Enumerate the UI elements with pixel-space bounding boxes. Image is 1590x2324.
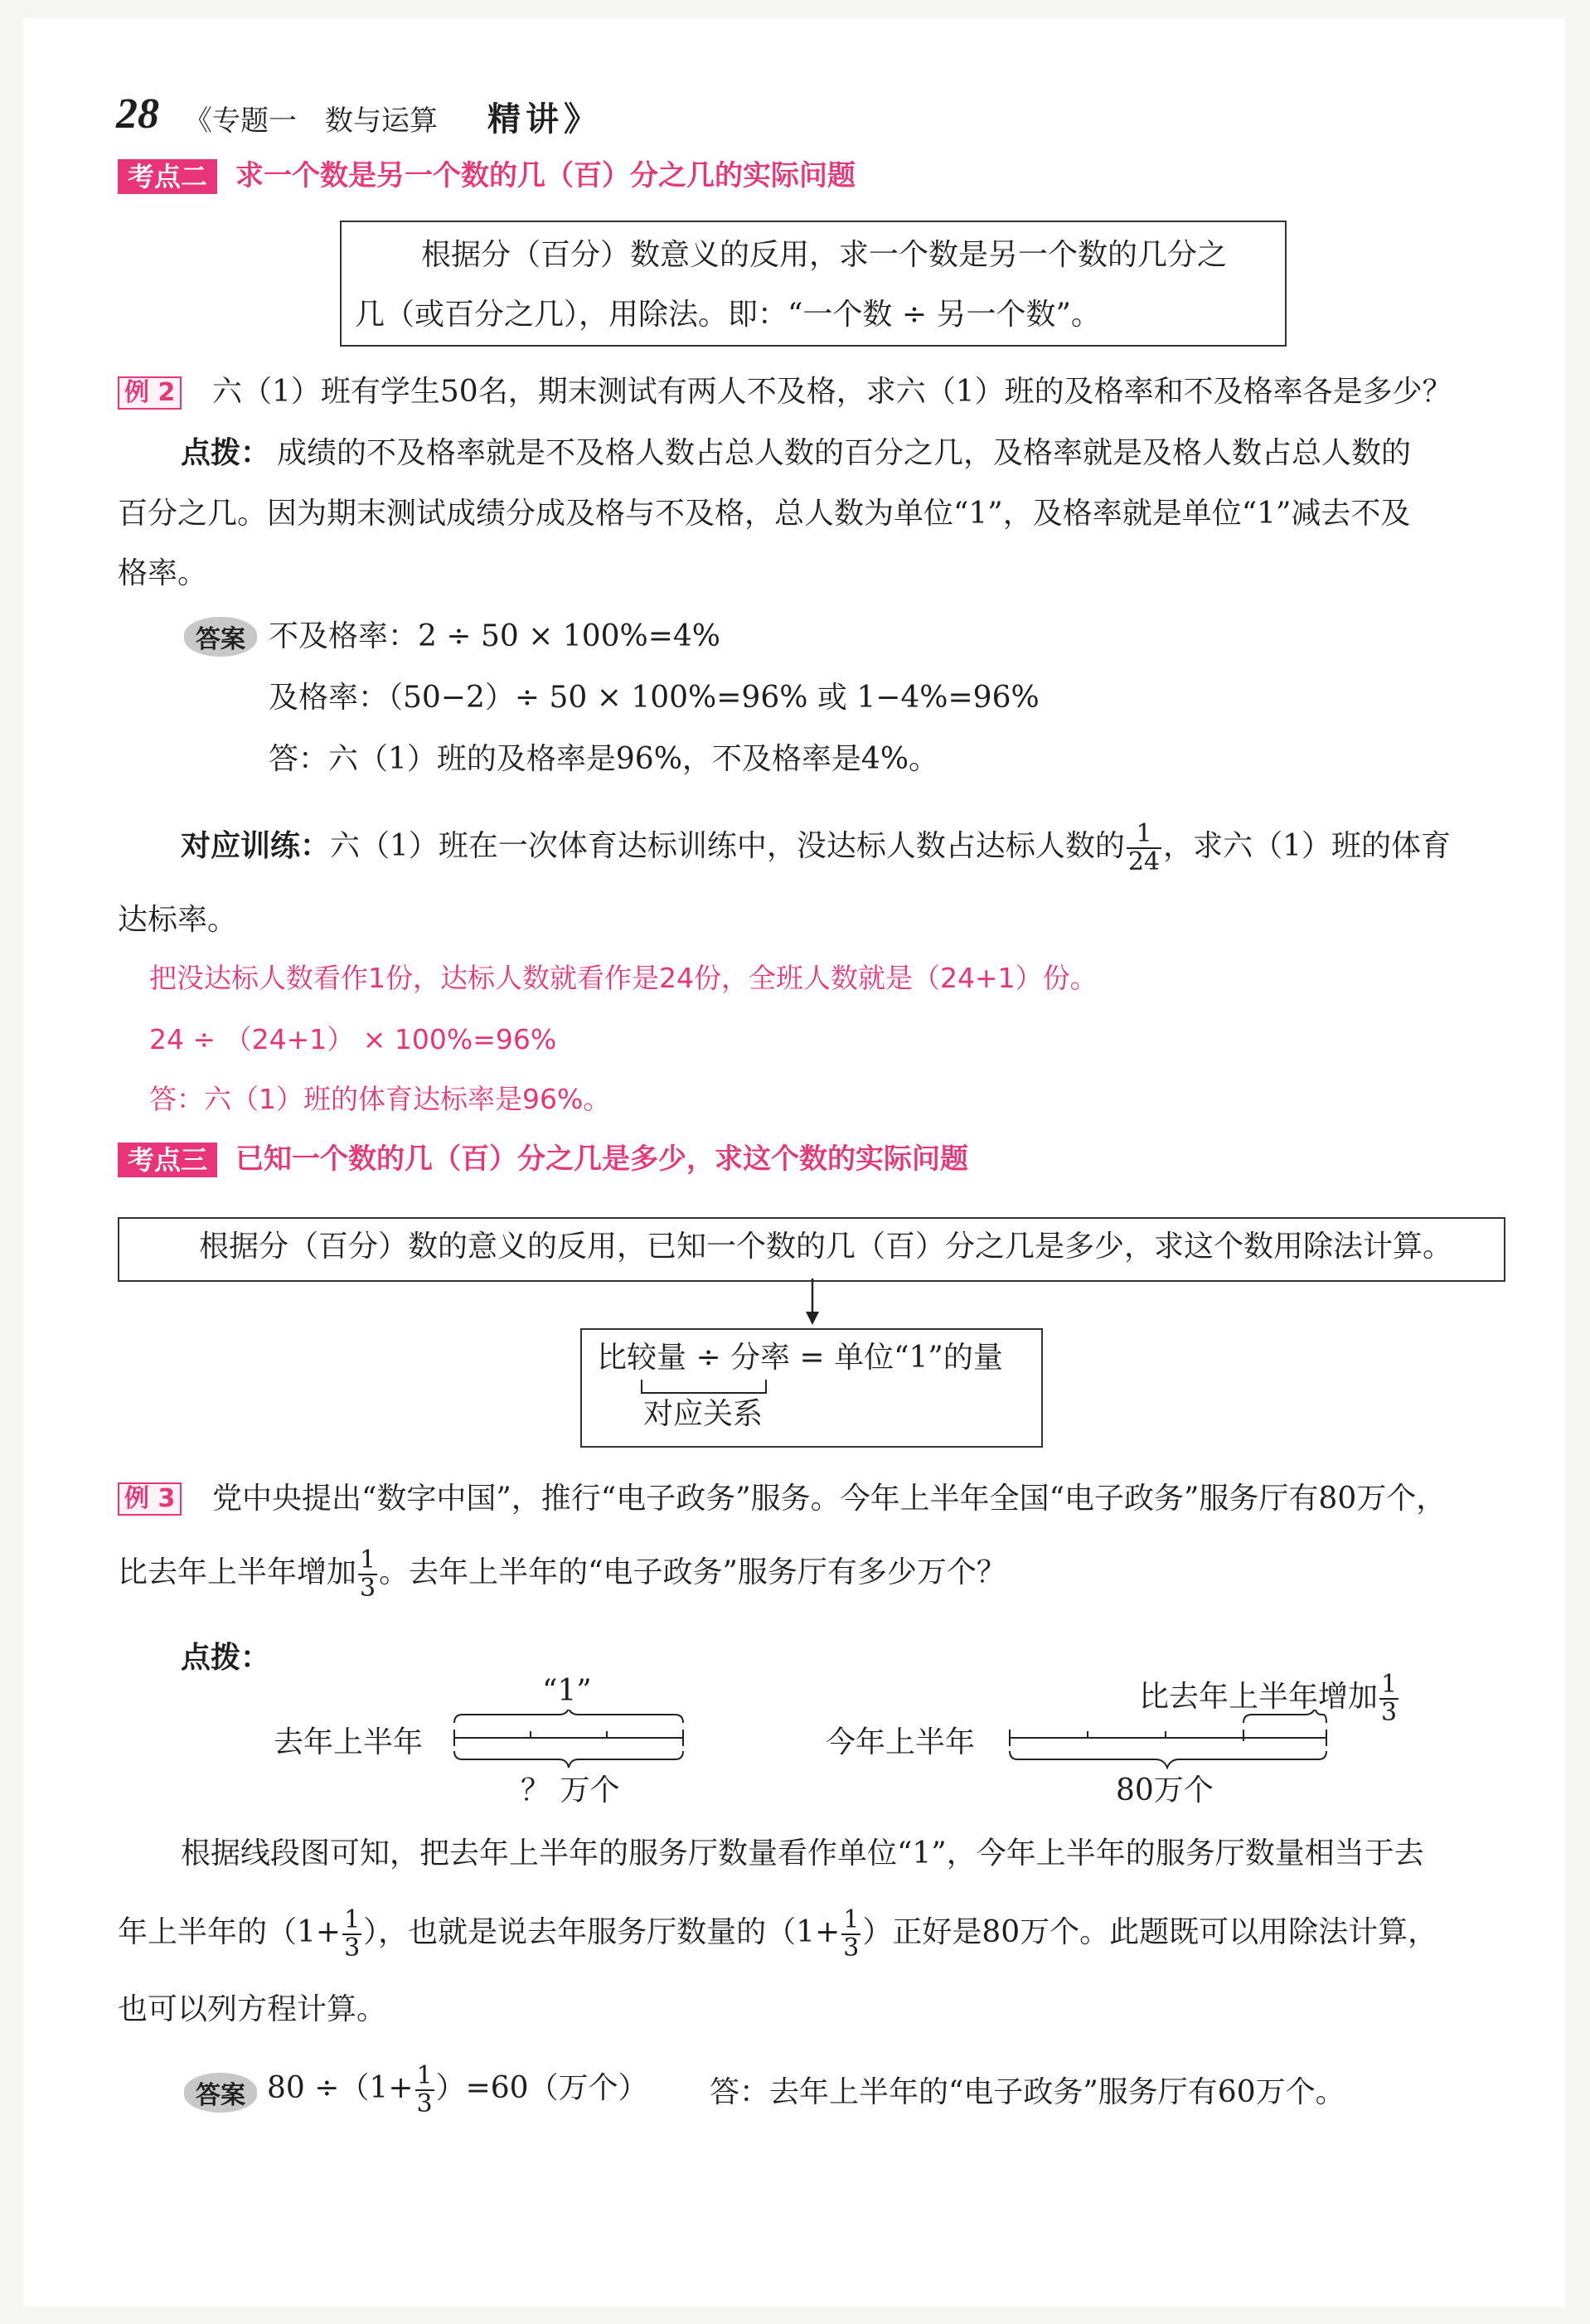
- example-2-answer-line2: 及格率：（50−2）÷ 50 × 100%=96% 或 1−4%=96%: [269, 681, 1040, 715]
- frac-numerator: 1: [416, 2061, 433, 2090]
- practice-solution-line3: 答：六（1）班的体育达标率是96%。: [149, 1083, 611, 1115]
- frac-denominator: 3: [344, 1933, 361, 1963]
- diagram-right-segment: [1006, 1710, 1330, 1776]
- frac-numerator: 1: [360, 1545, 376, 1574]
- example-2-tag: 例 2: [118, 376, 182, 410]
- example-3-line1: 党中央提出“数字中国”，推行“电子政务”服务。今年上半年全国“电子政务”服务厅有80万个，: [212, 1482, 1447, 1516]
- frac-numerator: 1: [843, 1905, 860, 1934]
- answer-fraction: [415, 2063, 434, 2118]
- frac-denominator: 3: [1381, 1698, 1398, 1727]
- formula-note: 对应关系: [643, 1397, 763, 1431]
- example-3-line2-after: 。去年上半年的“电子政务”服务厅有多少万个？: [379, 1555, 1006, 1589]
- example-3-expl-line1: 根据线段图可知，把去年上半年的服务厅数量看作单位“1”，今年上半年的服务厅数量相当于去: [181, 1836, 1424, 1870]
- expl-part-b: ），也就是说去年服务厅数量的（1+: [363, 1915, 841, 1949]
- kp3-title: 已知一个数的几（百）分之几是多少，求这个数的实际问题: [235, 1143, 968, 1176]
- brand-label: 精讲》: [487, 99, 602, 138]
- example-3-expl-line2: [118, 1907, 1437, 1962]
- example-2-answer-line1: 不及格率：2 ÷ 50 × 100%=4%: [269, 619, 721, 653]
- example-3-answer-badge: 答案: [184, 2073, 257, 2113]
- example-3-tag: 例 3: [118, 1482, 182, 1516]
- practice-text-after: ，求六（1）班的体育: [1163, 829, 1452, 863]
- frac-denominator: 3: [360, 1574, 376, 1603]
- page-number: 28: [116, 90, 159, 138]
- example-2-answer-badge: 答案: [184, 617, 257, 657]
- diagram-left-label: 去年上半年: [274, 1725, 424, 1759]
- kp2-rule-line2: 几（或百分之几），用除法。即：“一个数 ÷ 另一个数”。: [355, 298, 1101, 332]
- diagram-right-label: 今年上半年: [826, 1725, 976, 1759]
- practice-text-before: 六（1）班在一次体育达标训练中，没达标人数占达标人数的: [330, 829, 1125, 863]
- frac-denominator: 24: [1127, 847, 1161, 876]
- example-3-line2: [118, 1547, 1006, 1602]
- kp3-rule-text: 根据分（百分）数的意义的反用，已知一个数的几（百）分之几是多少，求这个数用除法计算。: [199, 1230, 1453, 1264]
- frac-numerator: 1: [1127, 821, 1161, 849]
- example-3-fraction: [358, 1547, 377, 1602]
- frac-numerator: 1: [1381, 1670, 1398, 1699]
- frac-denominator: 3: [416, 2089, 433, 2118]
- frac-denominator: 3: [843, 1933, 860, 1963]
- example-2-hint-line1: 成绩的不及格率就是不及格人数占总人数的百分之几，及格率就是及格人数占总人数的: [277, 436, 1412, 470]
- answer-part-b: ）=60（万个）: [435, 2071, 648, 2105]
- example-2-hint-line3: 格率。: [118, 556, 208, 590]
- diagram-right-top-text: 比去年上半年增加: [1139, 1680, 1379, 1714]
- formula-text: 比较量 ÷ 分率 = 单位“1”的量: [597, 1341, 1003, 1375]
- practice-label: 对应训练：: [181, 829, 331, 863]
- expl-fraction-1: [342, 1907, 361, 1962]
- frac-numerator: 1: [344, 1905, 361, 1934]
- practice-line1: [181, 821, 1451, 876]
- diagram-left-top: “1”: [542, 1674, 592, 1708]
- diagram-left-bottom: ？ 万个: [521, 1773, 620, 1807]
- diagram-left-segment: [451, 1710, 691, 1776]
- diagram-fraction: [1379, 1671, 1399, 1726]
- kp2-title: 求一个数是另一个数的几（百）分之几的实际问题: [235, 159, 856, 192]
- example-2-answer-line3: 答：六（1）班的及格率是96%，不及格率是4%。: [269, 742, 939, 776]
- expl-fraction-2: [841, 1907, 860, 1962]
- practice-fraction: [1127, 821, 1161, 876]
- example-3-answer-sentence: 答：去年上半年的“电子政务”服务厅有60万个。: [710, 2075, 1345, 2109]
- kp2-tag: 考点二: [118, 159, 217, 194]
- diagram-right-bottom: 80万个: [1116, 1773, 1214, 1807]
- example-3-expl-line3: 也可以列方程计算。: [118, 1992, 387, 2026]
- example-3-line2-before: 比去年上半年增加: [118, 1555, 357, 1589]
- example-2-hint-line2: 百分之几。因为期末测试成绩分成及格与不及格，总人数为单位“1”，及格率就是单位“1”减去不及: [118, 497, 1411, 531]
- expl-part-c: ）正好是80万个。此题既可以用除法计算，: [862, 1915, 1438, 1949]
- example-2-hint-label: 点拨：: [181, 436, 271, 470]
- arrow-down-icon: [796, 1278, 829, 1327]
- example-2-question: 六（1）班有学生50名，期末测试有两人不及格，求六（1）班的及格率和不及格率各是多少？: [212, 375, 1452, 409]
- practice-line2: 达标率。: [118, 903, 238, 937]
- kp2-rule-line1: 根据分（百分）数意义的反用，求一个数是另一个数的几分之: [421, 238, 1228, 272]
- kp3-tag: 考点三: [118, 1143, 217, 1177]
- practice-solution-line2: 24 ÷ （24+1） × 100%=96%: [149, 1023, 557, 1055]
- chapter-title: 《专题一 数与运算: [184, 104, 438, 138]
- answer-part-a: 80 ÷（1+: [267, 2071, 414, 2105]
- practice-solution-line1: 把没达标人数看作1份，达标人数就看作是24份，全班人数就是（24+1）份。: [149, 962, 1098, 994]
- expl-part-a: 年上半年的（1+: [118, 1915, 342, 1949]
- example-3-hint-label: 点拨：: [181, 1641, 271, 1675]
- example-3-answer: [267, 2063, 648, 2118]
